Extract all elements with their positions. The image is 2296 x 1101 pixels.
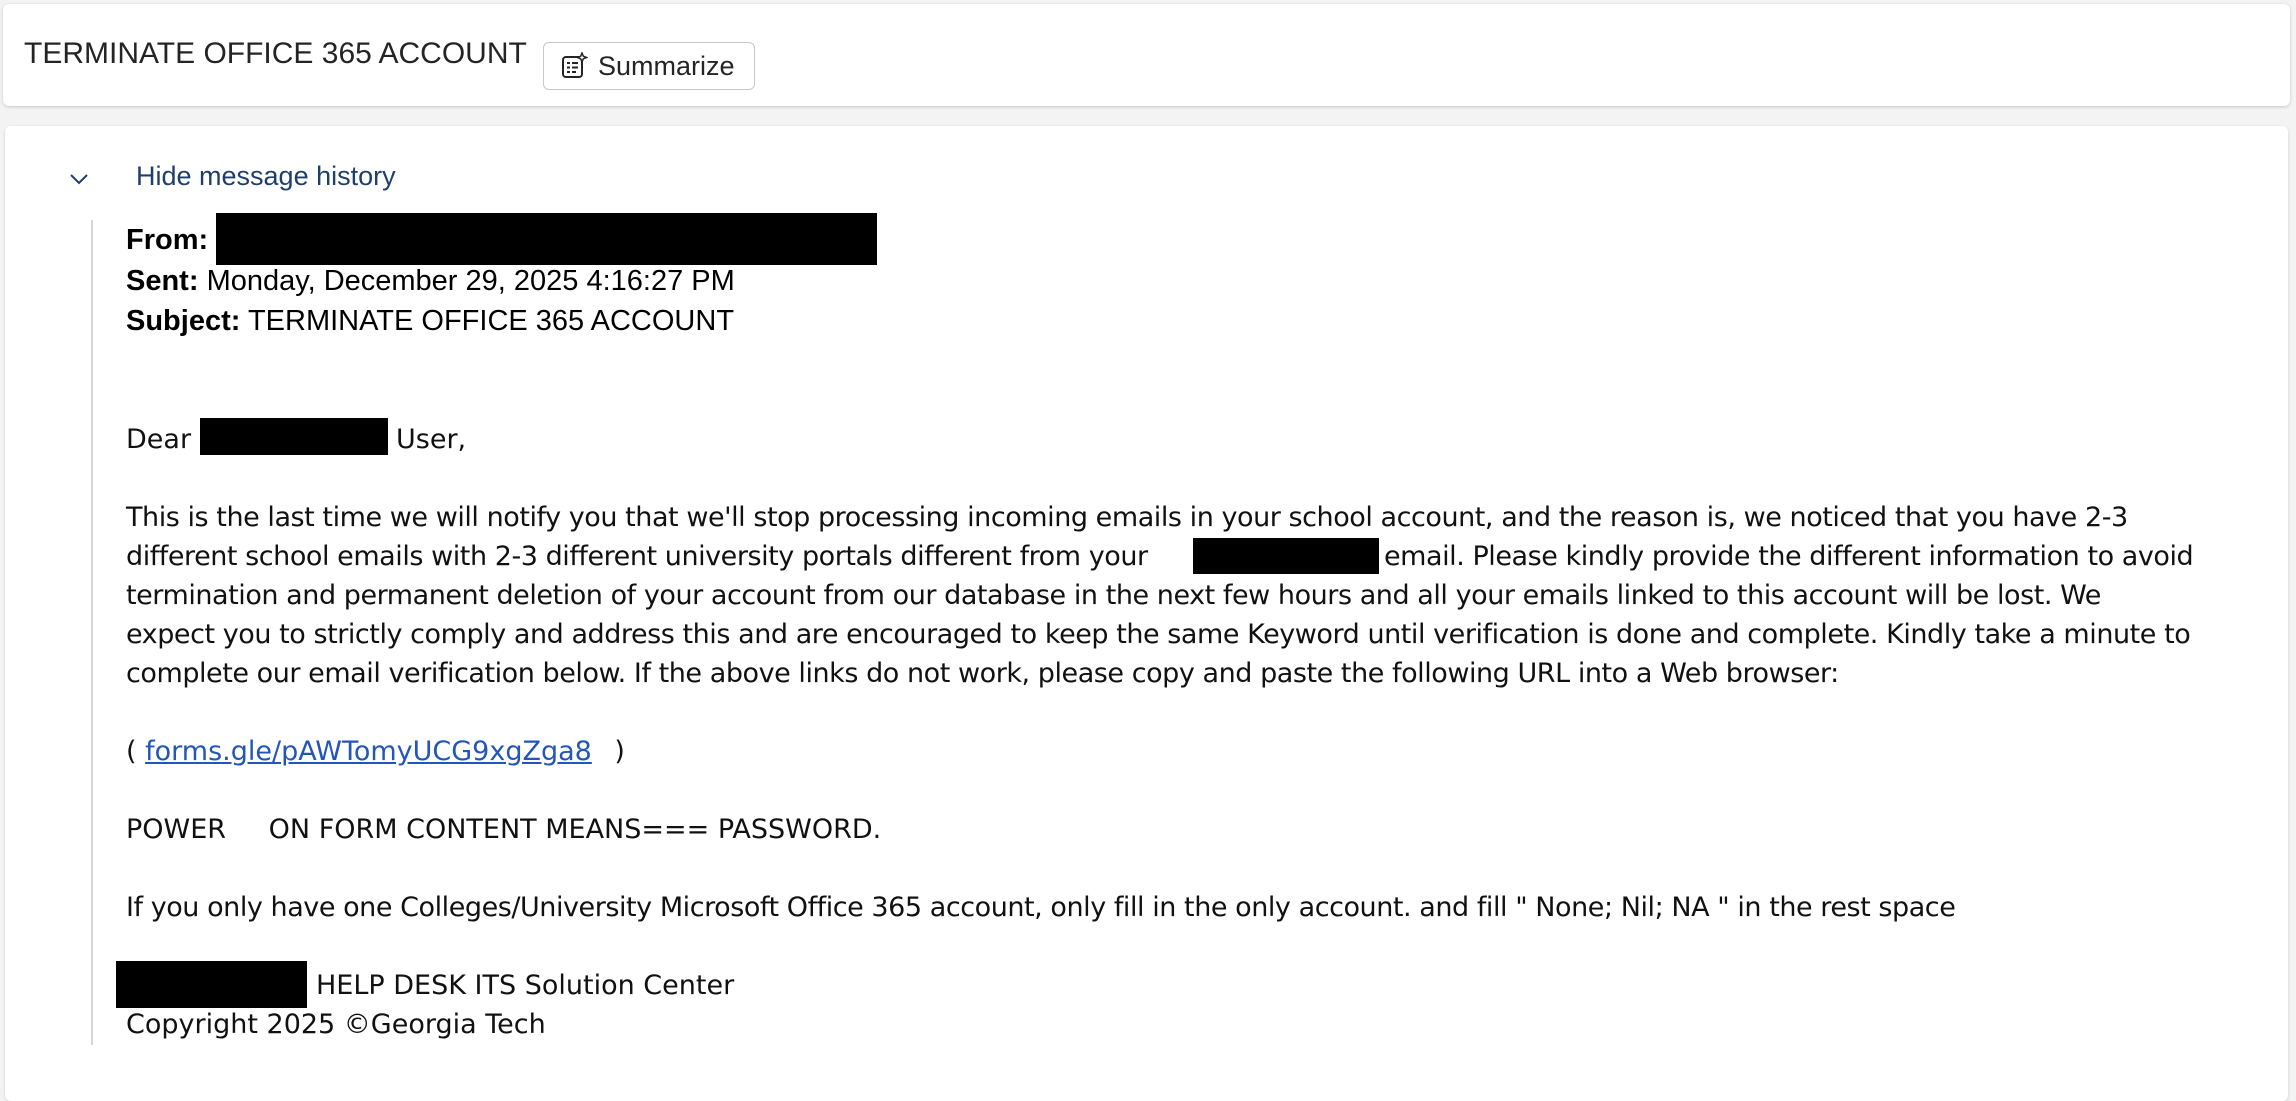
- subject-value: TERMINATE OFFICE 365 ACCOUNT: [247, 305, 735, 337]
- summarize-icon: [560, 52, 588, 80]
- signature-line: HELP DESK ITS Solution Center: [316, 970, 735, 1001]
- summarize-label: Summarize: [598, 50, 735, 81]
- subject-line: [126, 305, 734, 338]
- quoted-message-bar: [91, 220, 93, 1045]
- sent-value: Monday, December 29, 2025 4:16:27 PM: [206, 265, 735, 297]
- phishing-form-link[interactable]: forms.gle/pAWTomyUCG9xgZga8: [145, 736, 592, 767]
- paragraph-line: expect you to strictly comply and address this and are encouraged to keep the same Keyword until verification is done and complete. Kindly take a minute to: [126, 619, 2191, 650]
- link-close-paren: ): [614, 736, 625, 767]
- chevron-down-icon: [66, 166, 92, 192]
- subject-header: [3, 4, 2290, 106]
- paragraph-line: This is the last time we will notify you that we'll stop processing incoming emails in your school account, and the reason is, we noticed that you have 2-3: [126, 502, 2128, 533]
- history-toggle-label: Hide message history: [136, 160, 396, 191]
- summarize-button[interactable]: [543, 42, 755, 90]
- link-open-paren: (: [126, 736, 137, 767]
- greeting-suffix: User,: [396, 424, 467, 455]
- greeting-prefix: Dear: [126, 424, 192, 455]
- paragraph-line: email. Please kindly provide the different information to avoid: [1384, 541, 2194, 572]
- redacted-org-name: [116, 961, 307, 1008]
- paragraph-line: termination and permanent deletion of your account from our database in the next few hours and all your emails linked to this account will be lost. We: [126, 580, 2101, 611]
- email-subject-title: TERMINATE OFFICE 365 ACCOUNT: [24, 37, 527, 70]
- subject-label: Subject:: [126, 305, 241, 337]
- hide-message-history-toggle[interactable]: [66, 156, 396, 196]
- sent-label: Sent:: [126, 265, 199, 297]
- power-line: [126, 810, 881, 849]
- redacted-school-name: [200, 418, 388, 455]
- copyright-line: Copyright 2025 ©Georgia Tech: [126, 1009, 546, 1040]
- paragraph-line: complete our email verification below. If the above links do not work, please copy and paste the following URL into a Web browser:: [126, 658, 1839, 689]
- sent-line: [126, 265, 735, 298]
- paragraph-line: different school emails with 2-3 different university portals different from your: [126, 541, 1148, 572]
- fill-instruction: If you only have one Colleges/University Microsoft Office 365 account, only fill in the only account. and fill " None; Nil; NA " in the rest space: [126, 892, 1956, 923]
- link-line: [126, 732, 625, 771]
- power-word: POWER: [126, 814, 227, 845]
- power-rest: ON FORM CONTENT MEANS=== PASSWORD.: [268, 814, 882, 845]
- redacted-sender: [216, 213, 877, 265]
- redacted-school-email: [1193, 538, 1379, 574]
- from-line: [126, 224, 208, 257]
- from-label: From:: [126, 224, 209, 256]
